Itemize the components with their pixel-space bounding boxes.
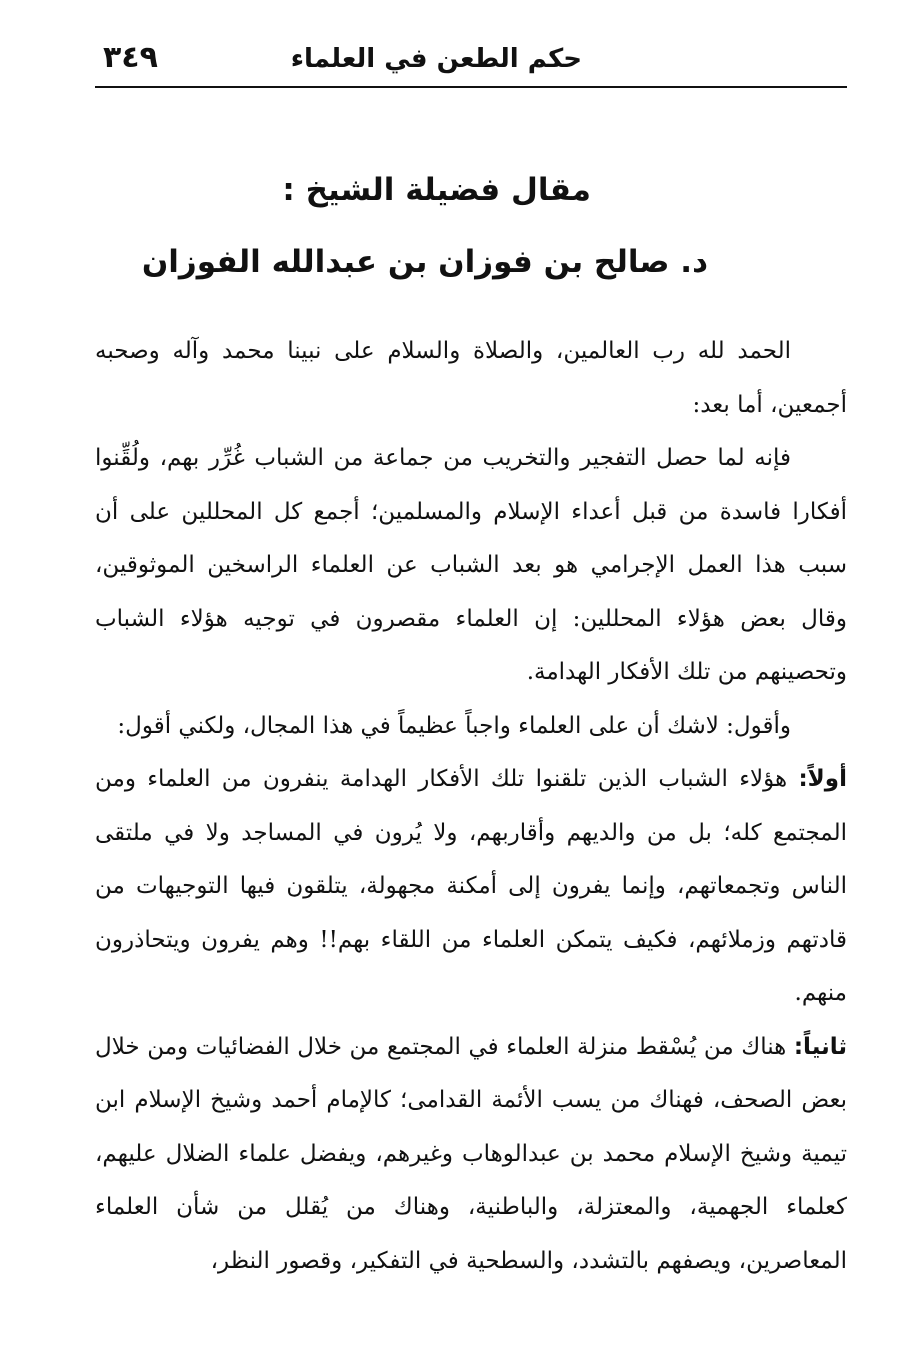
paragraph-context [95,432,847,700]
page-number: ٣٤٩ [103,40,158,75]
paragraph-text: الحمد لله رب العالمين، والصلاة والسلام على نبينا محمد وآله وصحبه أجمعين، أما بعد: [95,338,847,418]
paragraph-text: هؤلاء الشباب الذين تلقنوا تلك الأفكار الهدامة ينفرون من العلماء ومن المجتمع كله؛ بل من والديهم وأقاربهم، ولا يُرون في المساجد ولا في ملتقى الناس وتجمعاتهم، وإنما يفرون إلى أمكنة مجهولة، يتلقون فيها التوجيهات من قادتهم وزملائهم، فكيف يتمكن العلماء من اللقاء بهم!! وهم يفرون ويتحاذرون منهم. [95,766,847,1006]
author-name: د. صالح بن فوزان بن عبدالله الفوزان [141,244,708,280]
article-heading: مقال فضيلة الشيخ : [282,172,591,208]
paragraph-text: وأقول: لاشك أن على العلماء واجباً عظيماً في هذا المجال، ولكني أقول: [117,712,791,739]
paragraph-lead: ثانياً: [793,1033,847,1060]
paragraph-intro [95,325,847,432]
paragraph-first-point [95,753,847,1021]
running-title: حكم الطعن في العلماء [290,44,582,74]
paragraph-lead: أولاً: [798,766,847,792]
paragraph-statement [95,700,847,754]
article-body [95,325,847,1288]
paragraph-text: هناك من يُسْقط منزلة العلماء في المجتمع من خلال الفضائيات ومن خلال بعض الصحف، فهناك من يسب الأئمة القدامى؛ كالإمام أحمد وشيخ الإسلام ابن تيمية وشيخ الإسلام محمد بن عبدالوهاب وغيرهم، ويفضل علماء الضلال عليهم، كعلماء الجهمية، والمعتزلة، والباطنية، وهناك من يُقلل من شأن العلماء المعاصرين، ويصفهم بالتشدد، والسطحية في التفكير، وقصور النظر، [95,1033,847,1274]
page-header [95,40,847,88]
paragraph-text: فإنه لما حصل التفجير والتخريب من جماعة من الشباب غُرِّر بهم، ولُقِّنوا أفكارا فاسدة من قبل أعداء الإسلام والمسلمين؛ أجمع كل المحللين على أن سبب هذا العمل الإجرامي هو بعد الشباب عن العلماء الراسخين الموثوقين، وقال بعض هؤلاء المحللين: إن العلماء مقصرون في توجيه هؤلاء الشباب وتحصينهم من تلك الأفكار الهدامة. [95,445,847,685]
paragraph-second-point [95,1021,847,1289]
